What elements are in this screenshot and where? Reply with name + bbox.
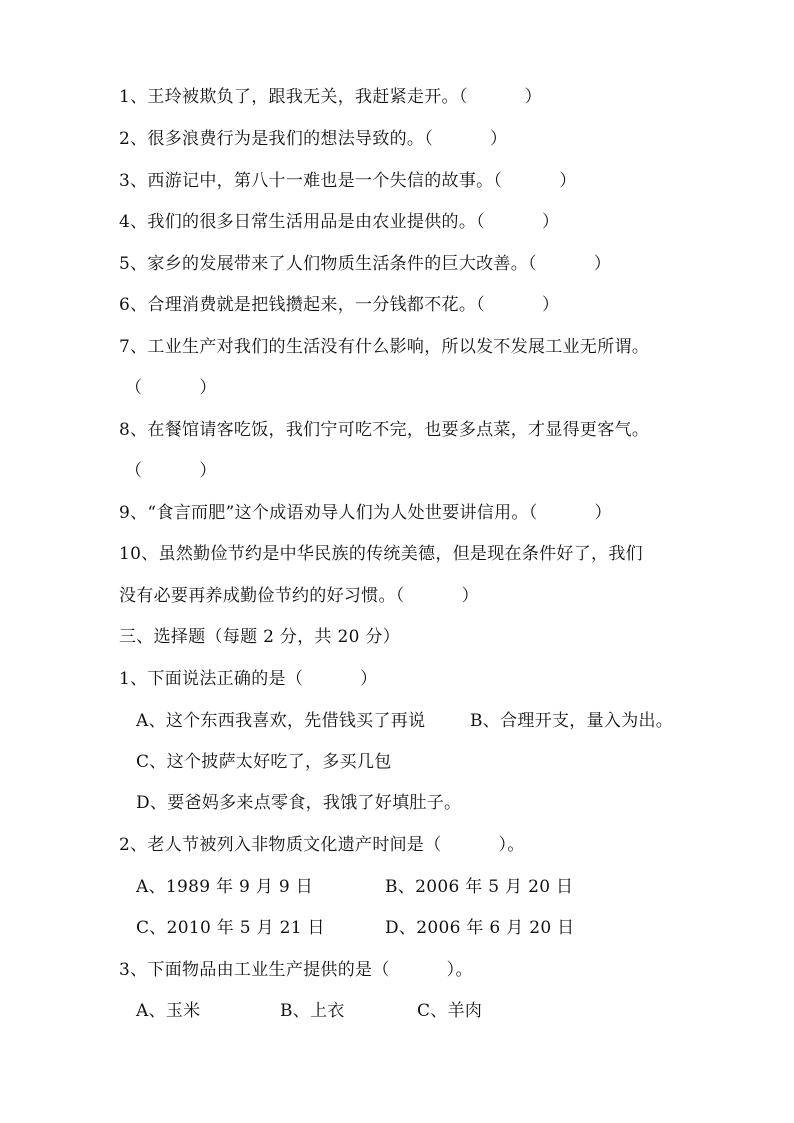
choice-q3-option-a: A、玉米 (136, 1001, 201, 1021)
choice-q1-option-d: D、要爸妈多来点零食，我饿了好填肚子。 (136, 793, 462, 813)
judgement-item-2: 2、很多浪费行为是我们的想法导致的。（ ） (119, 129, 508, 149)
choice-q2-stem: 2、老人节被列入非物质文化遗产时间是（ ）。 (119, 835, 525, 855)
judgement-item-4: 4、我们的很多日常生活用品是由农业提供的。（ ） (119, 212, 560, 232)
choice-q2-option-d: D、2006 年 6 月 20 日 (385, 918, 575, 938)
choice-q1-option-c: C、这个披萨太好吃了，多买几包 (136, 752, 392, 772)
choice-q1-option-a: A、这个东西我喜欢，先借钱买了再说 (136, 711, 426, 731)
judgement-item-10-cont: 没有必要再养成勤俭节约的好习惯。（ ） (119, 586, 479, 606)
choice-q3-option-c: C、羊肉 (417, 1001, 483, 1021)
judgement-item-3: 3、西游记中，第八十一难也是一个失信的故事。（ ） (119, 171, 577, 191)
judgement-item-10: 10、虽然勤俭节约是中华民族的传统美德，但是现在条件好了，我们 (119, 544, 643, 564)
judgement-item-8: 8、在餐馆请客吃饭，我们宁可吃不完，也要多点菜，才显得更客气。 (119, 420, 650, 440)
judgement-item-5: 5、家乡的发展带来了人们物质生活条件的巨大改善。（ ） (119, 254, 612, 274)
section-heading: 三、选择题（每题 2 分，共 20 分） (119, 627, 401, 647)
judgement-item-6: 6、合理消费就是把钱攒起来，一分钱都不花。（ ） (119, 295, 560, 315)
choice-q2-option-c: C、2010 年 5 月 21 日 (136, 918, 325, 938)
judgement-item-1: 1、王玲被欺负了，跟我无关，我赶紧走开。（ ） (119, 87, 542, 107)
choice-q3-stem: 3、下面物品由工业生产提供的是（ ）。 (119, 960, 473, 980)
choice-q3-option-b: B、上衣 (280, 1001, 345, 1021)
judgement-item-8-answer: （ ） (125, 461, 217, 481)
choice-q2-option-a: A、1989 年 9 月 9 日 (136, 877, 313, 897)
judgement-item-7-answer: （ ） (125, 378, 217, 398)
judgement-item-7: 7、工业生产对我们的生活没有什么影响，所以发不发展工业无所谓。 (119, 337, 650, 357)
choice-q2-option-b: B、2006 年 5 月 20 日 (385, 877, 574, 897)
choice-q1-stem: 1、下面说法正确的是（ ） (119, 669, 378, 689)
judgement-item-9: 9、“食言而肥”这个成语劝导人们为人处世要讲信用。（ ） (119, 503, 612, 523)
choice-q1-option-b: B、合理开支，量入为出。 (470, 711, 674, 731)
